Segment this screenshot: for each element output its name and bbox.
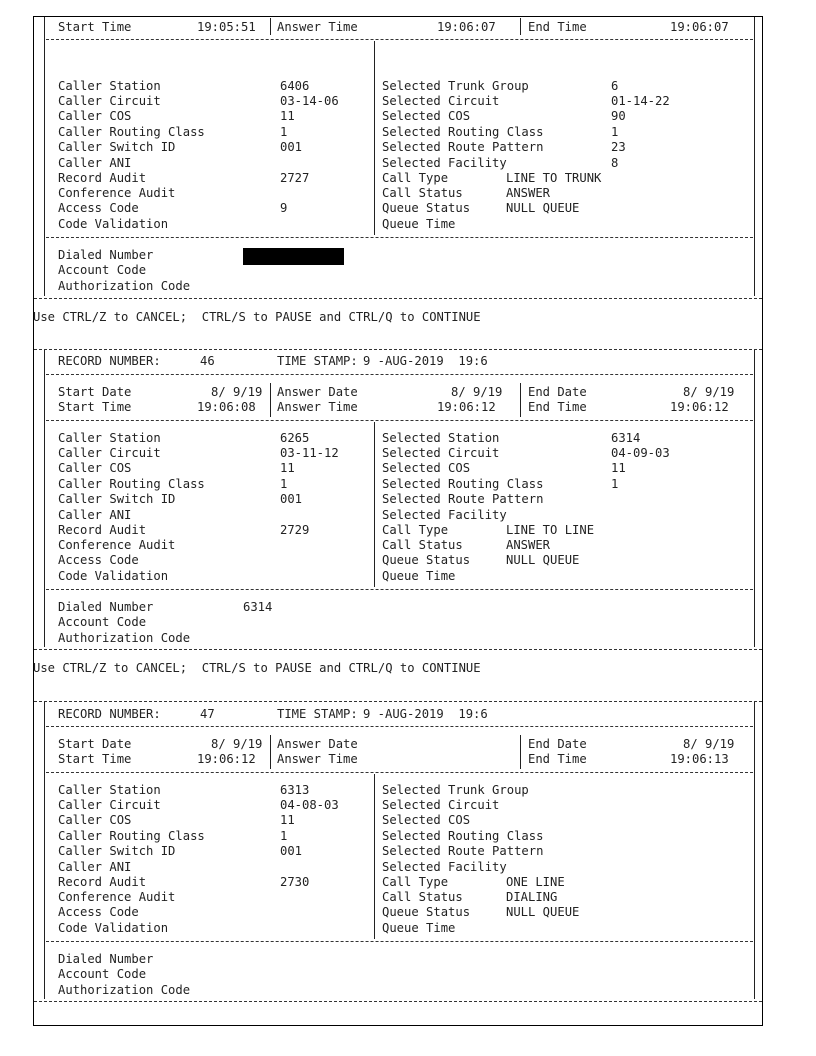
account-code-label: Account Code	[58, 615, 147, 629]
end-time-label: End Time	[528, 20, 587, 34]
caller-label: Caller ANI	[58, 860, 132, 874]
answer-date-label: Answer Date	[277, 737, 358, 751]
caller-value: 1	[280, 829, 288, 843]
selected-value: NULL QUEUE	[506, 553, 580, 567]
record-left-border	[44, 350, 45, 647]
caller-value: 2727	[280, 171, 310, 185]
caller-label: Caller COS	[58, 813, 132, 827]
caller-label: Caller Station	[58, 431, 161, 445]
dashed-divider	[46, 237, 753, 238]
start-time-label: Start Time	[58, 752, 132, 766]
dashed-divider	[46, 589, 753, 590]
selected-value: ANSWER	[506, 538, 551, 552]
dialed-number-value: 6314	[243, 600, 273, 614]
selected-label: Call Type	[382, 171, 449, 185]
column-separator	[520, 383, 521, 417]
caller-label: Caller Station	[58, 783, 161, 797]
record-right-border	[754, 350, 755, 647]
selected-label: Selected Facility	[382, 156, 507, 170]
selected-value: ONE LINE	[506, 875, 565, 889]
caller-label: Caller Routing Class	[58, 829, 205, 843]
answer-date-value: 8/ 9/19	[451, 385, 503, 399]
dashed-divider	[46, 772, 753, 773]
authorization-code-label: Authorization Code	[58, 983, 191, 997]
caller-value: 04-08-03	[280, 798, 339, 812]
section-divider	[34, 701, 762, 702]
record-number-label: RECORD NUMBER:	[58, 707, 161, 721]
selected-value: NULL QUEUE	[506, 201, 580, 215]
caller-label: Conference Audit	[58, 538, 176, 552]
caller-label: Caller COS	[58, 461, 132, 475]
selected-value: LINE TO TRUNK	[506, 171, 602, 185]
caller-label: Code Validation	[58, 921, 169, 935]
answer-time-value: 19:06:12	[437, 400, 496, 414]
answer-time-label: Answer Time	[277, 400, 358, 414]
answer-time-label: Answer Time	[277, 752, 358, 766]
time-stamp-value: 9 -AUG-2019 19:6	[363, 354, 488, 368]
selected-label: Selected COS	[382, 461, 471, 475]
end-time-value: 19:06:12	[670, 400, 729, 414]
authorization-code-label: Authorization Code	[58, 631, 191, 645]
column-separator	[270, 18, 271, 35]
answer-time-label: Answer Time	[277, 20, 358, 34]
selected-label: Selected Route Pattern	[382, 140, 544, 154]
dialed-number-label: Dialed Number	[58, 248, 154, 262]
caller-label: Access Code	[58, 553, 139, 567]
account-code-label: Account Code	[58, 263, 147, 277]
control-prompt: Use CTRL/Z to CANCEL; CTRL/S to PAUSE and CTRL/Q to CONTINUE	[33, 661, 481, 675]
dialed-number-label: Dialed Number	[58, 600, 154, 614]
redacted-dialed-number	[243, 248, 344, 265]
caller-label: Caller Circuit	[58, 798, 161, 812]
column-separator	[270, 735, 271, 769]
caller-value: 6313	[280, 783, 310, 797]
caller-value: 03-14-06	[280, 94, 339, 108]
selected-value: DIALING	[506, 890, 558, 904]
record-number-value: 46	[200, 354, 215, 368]
section-divider	[34, 649, 762, 650]
selected-label: Selected Route Pattern	[382, 844, 544, 858]
account-code-label: Account Code	[58, 967, 147, 981]
selected-label: Call Type	[382, 875, 449, 889]
caller-label: Code Validation	[58, 217, 169, 231]
caller-label: Caller Routing Class	[58, 125, 205, 139]
caller-value: 6406	[280, 79, 310, 93]
dashed-divider	[46, 726, 753, 727]
caller-value: 1	[280, 125, 288, 139]
caller-label: Caller Circuit	[58, 446, 161, 460]
selected-label: Queue Status	[382, 201, 471, 215]
start-date-value: 8/ 9/19	[211, 737, 263, 751]
time-stamp-label: TIME STAMP:	[277, 354, 358, 368]
column-separator	[520, 18, 521, 35]
selected-label: Call Status	[382, 186, 463, 200]
authorization-code-label: Authorization Code	[58, 279, 191, 293]
answer-date-label: Answer Date	[277, 385, 358, 399]
caller-label: Caller Switch ID	[58, 140, 176, 154]
end-time-label: End Time	[528, 400, 587, 414]
detail-column-separator	[374, 41, 375, 235]
caller-value: 1	[280, 477, 288, 491]
dashed-divider	[46, 39, 753, 40]
caller-value: 001	[280, 492, 303, 506]
caller-value: 9	[280, 201, 288, 215]
dashed-divider	[46, 374, 753, 375]
dialed-number-label: Dialed Number	[58, 952, 154, 966]
record-number-value: 47	[200, 707, 215, 721]
caller-label: Caller ANI	[58, 508, 132, 522]
selected-value: 01-14-22	[611, 94, 670, 108]
selected-value: NULL QUEUE	[506, 905, 580, 919]
caller-value: 11	[280, 813, 295, 827]
selected-label: Selected Route Pattern	[382, 492, 544, 506]
caller-label: Access Code	[58, 905, 139, 919]
selected-label: Selected Circuit	[382, 94, 500, 108]
column-separator	[520, 735, 521, 769]
selected-label: Selected Circuit	[382, 446, 500, 460]
caller-label: Caller Switch ID	[58, 492, 176, 506]
caller-label: Caller Circuit	[58, 94, 161, 108]
selected-label: Call Status	[382, 538, 463, 552]
detail-column-separator	[374, 774, 375, 939]
end-date-value: 8/ 9/19	[683, 737, 735, 751]
selected-label: Queue Time	[382, 921, 456, 935]
selected-label: Selected Circuit	[382, 798, 500, 812]
selected-value: 23	[611, 140, 626, 154]
selected-value: 90	[611, 109, 626, 123]
end-date-value: 8/ 9/19	[683, 385, 735, 399]
selected-label: Selected Routing Class	[382, 477, 544, 491]
end-time-value: 19:06:07	[670, 20, 729, 34]
start-time-label: Start Time	[58, 400, 132, 414]
selected-label: Queue Time	[382, 217, 456, 231]
record-right-border	[754, 17, 755, 296]
caller-value: 001	[280, 140, 303, 154]
time-stamp-label: TIME STAMP:	[277, 707, 358, 721]
caller-label: Caller ANI	[58, 156, 132, 170]
start-date-label: Start Date	[58, 385, 132, 399]
caller-label: Caller Switch ID	[58, 844, 176, 858]
caller-label: Caller Routing Class	[58, 477, 205, 491]
selected-label: Selected COS	[382, 813, 471, 827]
selected-value: 1	[611, 125, 619, 139]
record-left-border	[44, 17, 45, 296]
selected-label: Queue Status	[382, 905, 471, 919]
selected-value: LINE TO LINE	[506, 523, 595, 537]
selected-value: ANSWER	[506, 186, 551, 200]
time-stamp-value: 9 -AUG-2019 19:6	[363, 707, 488, 721]
caller-value: 11	[280, 109, 295, 123]
answer-time-value: 19:06:07	[437, 20, 496, 34]
control-prompt: Use CTRL/Z to CANCEL; CTRL/S to PAUSE and CTRL/Q to CONTINUE	[33, 310, 481, 324]
start-time-label: Start Time	[58, 20, 132, 34]
end-time-label: End Time	[528, 752, 587, 766]
start-time-value: 19:05:51	[197, 20, 256, 34]
record-number-label: RECORD NUMBER:	[58, 354, 161, 368]
caller-value: 03-11-12	[280, 446, 339, 460]
caller-label: Record Audit	[58, 523, 147, 537]
end-time-value: 19:06:13	[670, 752, 729, 766]
start-date-value: 8/ 9/19	[211, 385, 263, 399]
selected-label: Selected Routing Class	[382, 829, 544, 843]
section-divider	[34, 349, 762, 350]
selected-label: Selected Facility	[382, 860, 507, 874]
selected-label: Queue Time	[382, 569, 456, 583]
end-date-label: End Date	[528, 385, 587, 399]
caller-value: 11	[280, 461, 295, 475]
selected-label: Selected Routing Class	[382, 125, 544, 139]
selected-label: Selected COS	[382, 109, 471, 123]
selected-value: 8	[611, 156, 619, 170]
start-time-value: 19:06:08	[197, 400, 256, 414]
selected-label: Selected Trunk Group	[382, 79, 529, 93]
end-date-label: End Date	[528, 737, 587, 751]
selected-label: Call Status	[382, 890, 463, 904]
caller-value: 6265	[280, 431, 310, 445]
selected-value: 11	[611, 461, 626, 475]
caller-label: Record Audit	[58, 171, 147, 185]
call-record-printout	[33, 16, 763, 1026]
selected-value: 6	[611, 79, 619, 93]
selected-label: Call Type	[382, 523, 449, 537]
start-time-value: 19:06:12	[197, 752, 256, 766]
dashed-divider	[46, 420, 753, 421]
selected-value: 1	[611, 477, 619, 491]
selected-value: 04-09-03	[611, 446, 670, 460]
selected-label: Queue Status	[382, 553, 471, 567]
caller-label: Caller COS	[58, 109, 132, 123]
caller-label: Record Audit	[58, 875, 147, 889]
caller-label: Access Code	[58, 201, 139, 215]
dashed-divider	[46, 941, 753, 942]
caller-label: Conference Audit	[58, 186, 176, 200]
selected-label: Selected Station	[382, 431, 500, 445]
caller-label: Caller Station	[58, 79, 161, 93]
caller-value: 2729	[280, 523, 310, 537]
detail-column-separator	[374, 422, 375, 587]
record-left-border	[44, 702, 45, 999]
caller-label: Code Validation	[58, 569, 169, 583]
selected-label: Selected Trunk Group	[382, 783, 529, 797]
start-date-label: Start Date	[58, 737, 132, 751]
caller-value: 2730	[280, 875, 310, 889]
caller-label: Conference Audit	[58, 890, 176, 904]
column-separator	[270, 383, 271, 417]
section-divider	[34, 1001, 762, 1002]
selected-value: 6314	[611, 431, 641, 445]
caller-value: 001	[280, 844, 303, 858]
selected-label: Selected Facility	[382, 508, 507, 522]
record-right-border	[754, 702, 755, 999]
section-divider	[34, 298, 762, 299]
